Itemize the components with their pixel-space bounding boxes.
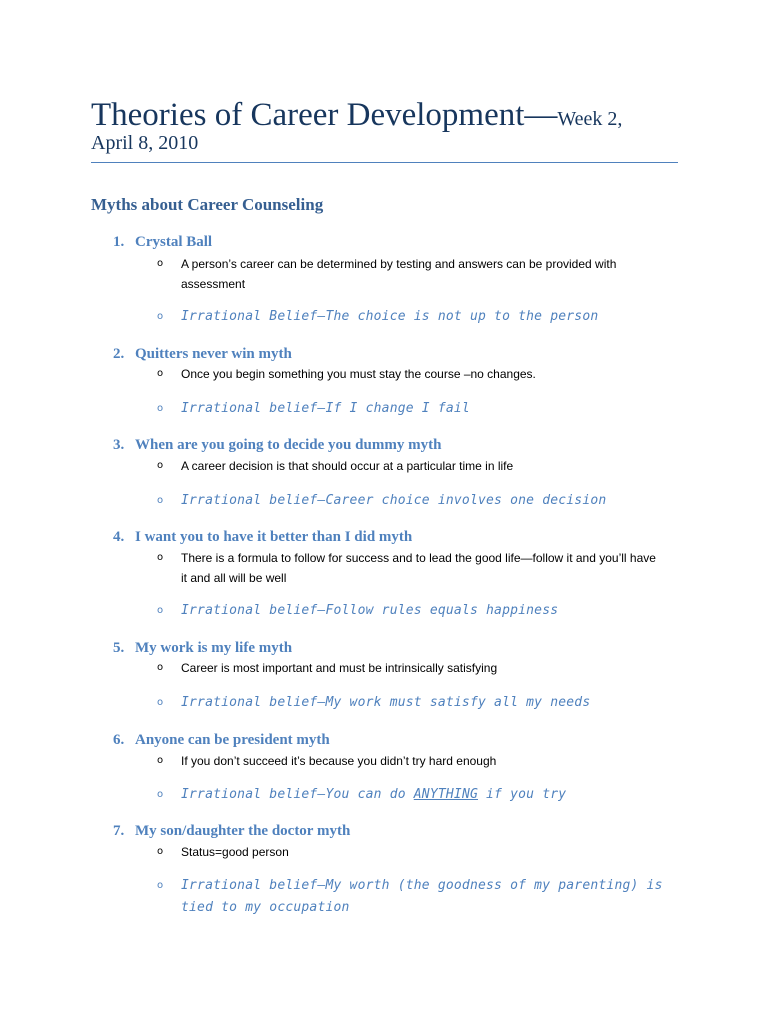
irrational-belief-text: Irrational belief—Career choice involves one decision — [181, 493, 607, 508]
myth-heading — [113, 527, 412, 547]
bullet-marker: o — [157, 258, 164, 269]
belief-marker: o — [157, 789, 164, 800]
irrational-belief-text: Irrational Belief—The choice is not up to the person — [181, 309, 599, 324]
myth-number: 1. — [113, 234, 125, 250]
myth-heading — [113, 821, 350, 841]
irrational-belief-text: Irrational belief—My work must satisfy all my needs — [181, 695, 591, 710]
myth-description-text: Status=good person — [181, 845, 289, 859]
belief-marker: o — [157, 880, 164, 891]
myth-title: Anyone can be president myth — [135, 732, 330, 748]
myth-title: Quitters never win myth — [135, 346, 292, 362]
document-title — [91, 92, 691, 154]
myth-number: 4. — [113, 529, 125, 545]
myth-heading — [113, 344, 292, 364]
myth-description-text: There is a formula to follow for success and to lead the good life—follow it and you’ll have it and all will be well — [181, 551, 656, 585]
myth-number: 2. — [113, 346, 125, 362]
belief-suffix: if you try — [478, 787, 567, 802]
bullet-marker: o — [157, 755, 164, 766]
myth-heading — [113, 232, 212, 252]
belief-marker: o — [157, 403, 164, 414]
myth-number: 5. — [113, 640, 125, 656]
myth-title: I want you to have it better than I did myth — [135, 529, 413, 545]
irrational-belief-text — [181, 784, 671, 806]
belief-marker: o — [157, 697, 164, 708]
myth-heading — [113, 730, 330, 750]
title-date: April 8, 2010 — [91, 132, 199, 154]
myth-description-text: Once you begin something you must stay the course –no changes. — [181, 367, 536, 381]
myth-title: My work is my life myth — [135, 640, 293, 656]
belief-marker: o — [157, 605, 164, 616]
myth-title: When are you going to decide you dummy myth — [135, 437, 442, 453]
belief-emphasis: ANYTHING — [413, 787, 478, 802]
irrational-belief-text: Irrational belief—If I change I fail — [181, 401, 470, 416]
irrational-belief-text: Irrational belief—My worth (the goodness of my parenting) is tied to my occupation — [181, 878, 663, 915]
title-main: Theories of Career Development— — [91, 97, 558, 133]
myth-description-text: If you don’t succeed it’s because you didn’t try hard enough — [181, 754, 497, 768]
myth-number: 7. — [113, 823, 125, 839]
myth-description-text: Career is most important and must be intrinsically satisfying — [181, 661, 498, 675]
section-heading: Myths about Career Counseling — [91, 195, 324, 214]
myth-description-text: A career decision is that should occur at a particular time in life — [181, 459, 514, 473]
irrational-belief-text: Irrational belief—Follow rules equals happiness — [181, 603, 559, 618]
belief-marker: o — [157, 311, 164, 322]
bullet-marker: o — [157, 368, 164, 379]
myth-title: My son/daughter the doctor myth — [135, 823, 351, 839]
bullet-marker: o — [157, 846, 164, 857]
myth-description-text: A person’s career can be determined by testing and answers can be provided with assessment — [181, 257, 617, 291]
belief-prefix: Irrational belief—You can do — [181, 787, 414, 802]
bullet-marker: o — [157, 460, 164, 471]
myth-heading — [113, 435, 441, 455]
myth-title: Crystal Ball — [135, 234, 213, 250]
myth-heading — [113, 638, 292, 658]
title-underline-rule — [91, 162, 678, 163]
bullet-marker: o — [157, 662, 164, 673]
bullet-marker: o — [157, 552, 164, 563]
title-week: Week 2, — [557, 108, 623, 130]
belief-marker: o — [157, 495, 164, 506]
myth-number: 3. — [113, 437, 125, 453]
myth-number: 6. — [113, 732, 125, 748]
